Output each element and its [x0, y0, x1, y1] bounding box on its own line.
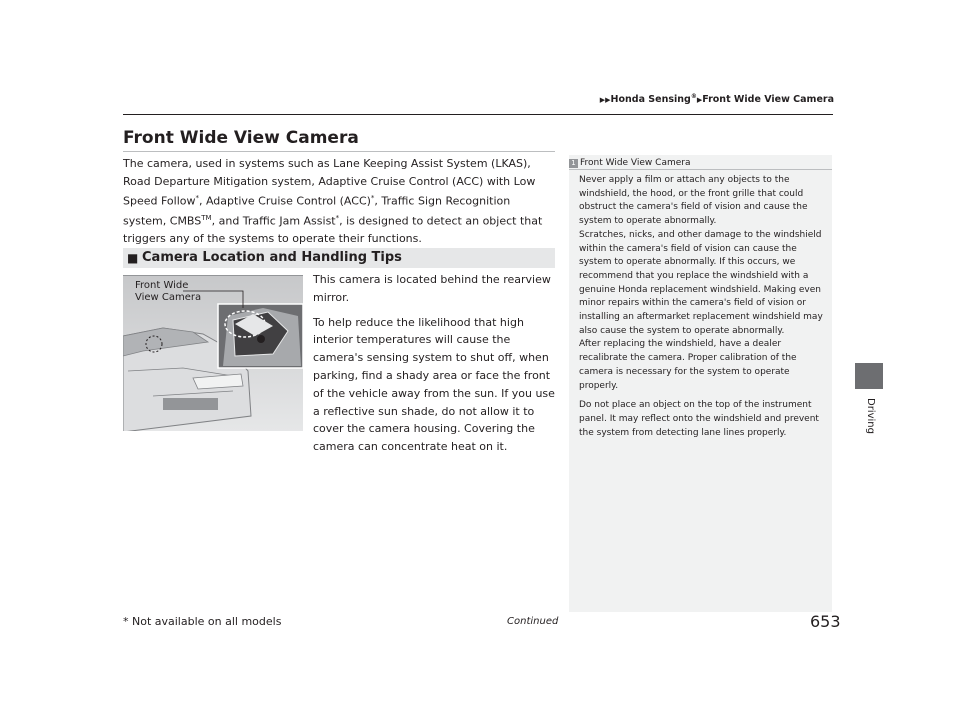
title-rule	[123, 151, 555, 152]
intro-text-2: , Adaptive Cruise Control (ACC)	[198, 194, 371, 208]
intro-text-3: , Traffic Sign Recognition system, CMBS	[123, 194, 511, 228]
chapter-side-label: Driving	[865, 398, 876, 434]
note-paragraph: Scratches, nicks, and other damage to the windshield within the camera's field of vision can cause the system to operate abnormally. If this occurs, we recommend that you replace the windshield with a genuine Honda replacement windshield. Making even minor repairs within the camera's field of vision or installing an aftermarket replacement windshield may also cause the system to operate abnormally.	[579, 229, 823, 336]
page-number: 653	[810, 612, 841, 631]
note-paragraph: Do not place an object on the top of the instrument panel. It may reflect onto the windshield and prevent the system from detecting lane lines properly.	[579, 400, 819, 438]
breadcrumb	[596, 93, 834, 105]
continued-label: Continued	[507, 616, 559, 627]
camera-location-paragraph: This camera is located behind the rearview mirror.	[313, 273, 551, 304]
breadcrumb-arrow-icon: ▶	[696, 96, 703, 105]
note-rule	[569, 169, 832, 170]
trademark-mark: TM	[201, 214, 212, 223]
note-text	[579, 174, 827, 446]
breadcrumb-item-current: Front Wide View Camera	[702, 94, 834, 106]
subsection-title: Camera Location and Handling Tips	[142, 250, 402, 265]
sun-shade-paragraph: To help reduce the likelihood that high interior temperatures will cause the camera's sensing system to shut off, when parking, find a shady area or face the front of the vehicle away from the sun. If you use a reflective sun shade, do not allow it to cover the camera housing. Covering the camera can concentrate heat on it.	[313, 315, 555, 454]
intro-text-1: The camera, used in systems such as Lane Keeping Assist System (LKAS), Road Departure Mitigation system, Adaptive Cruise Control (ACC) with Low Speed Follow	[123, 157, 536, 208]
page-title: Front Wide View Camera	[123, 128, 359, 148]
intro-paragraph	[123, 155, 543, 248]
breadcrumb-arrow-icon: ▶▶	[599, 96, 611, 105]
camera-callout-label: Front Wide View Camera	[135, 280, 202, 303]
chapter-tab-marker	[855, 363, 883, 389]
header-rule	[123, 114, 833, 115]
note-number-icon: 1	[569, 159, 578, 168]
camera-location-illustration	[123, 275, 303, 431]
intro-text-4: , and Traffic Jam Assist	[211, 214, 336, 228]
footnote-star[interactable]: *	[335, 214, 340, 223]
body-text	[313, 271, 555, 463]
intro-text-5: , is designed to detect an object that triggers any of the systems to operate their functions.	[123, 214, 543, 246]
note-heading-text: Front Wide View Camera	[580, 158, 691, 168]
breadcrumb-item-honda-sensing[interactable]: Honda Sensing	[610, 94, 691, 106]
note-paragraph: After replacing the windshield, have a dealer recalibrate the camera. Proper calibration of the camera is necessary for the system to operate properly.	[579, 339, 797, 391]
footnote-star[interactable]: *	[370, 194, 375, 202]
note-paragraph: Never apply a film or attach any objects to the windshield, the hood, or the front grille that could obstruct the camera's field of vision and cause the system to operate abnormally.	[579, 175, 808, 227]
note-heading	[569, 158, 690, 168]
subsection-header	[123, 248, 555, 268]
square-bullet-icon: ■	[127, 251, 139, 265]
registered-mark: ®	[690, 93, 697, 100]
footnote-star[interactable]: *	[195, 194, 199, 202]
footnote: * Not available on all models	[123, 615, 282, 628]
